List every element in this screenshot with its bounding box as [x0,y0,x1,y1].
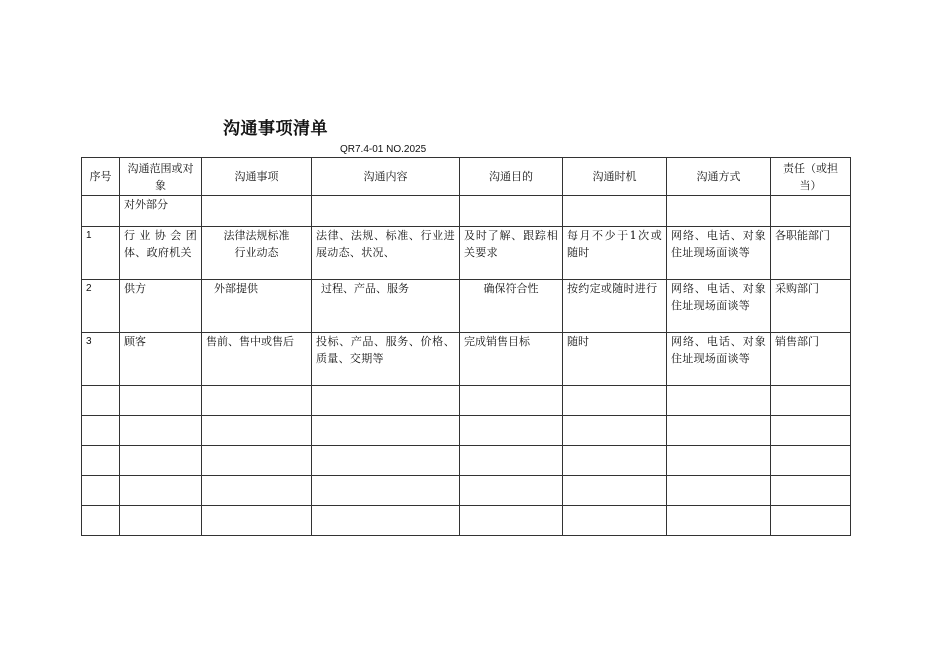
table-cell [771,196,851,227]
table-cell [667,416,771,446]
table-row [82,333,851,386]
row-item: 售前、售中或售后 [202,333,312,386]
row-content: 过程、产品、服务 [312,280,460,333]
table-cell [82,196,120,227]
table-cell [667,386,771,416]
row-number: 1 [82,227,120,280]
table-cell [120,506,202,536]
row-owner: 各职能部门 [771,227,851,280]
header-owner: 责任（或担当） [771,158,851,196]
row-purpose: 及时了解、跟踪相关要求 [460,227,563,280]
table-header-row [82,158,851,196]
table-cell [771,476,851,506]
table-cell [460,446,563,476]
table-cell [667,446,771,476]
table-cell [771,506,851,536]
row-timing: 按约定或随时进行 [563,280,667,333]
header-scope: 沟通范围或对象 [120,158,202,196]
table-cell [202,416,312,446]
table-cell [563,476,667,506]
row-method: 网络、电话、对象住址现场面谈等 [667,280,771,333]
empty-table-row [82,416,851,446]
table-cell [460,196,563,227]
table-cell [563,416,667,446]
table-cell [202,476,312,506]
table-cell [120,446,202,476]
header-method: 沟通方式 [667,158,771,196]
communication-table [81,157,851,536]
header-content: 沟通内容 [312,158,460,196]
header-item: 沟通事项 [202,158,312,196]
row-method: 网络、电话、对象住址现场面谈等 [667,333,771,386]
row-owner: 销售部门 [771,333,851,386]
table-cell [202,196,312,227]
row-number: 2 [82,280,120,333]
table-cell [460,476,563,506]
document-title: 沟通事项清单 [223,119,328,139]
empty-rows-group [82,386,851,536]
row-owner: 采购部门 [771,280,851,333]
document-code: QR7.4-01 NO.2025 [340,144,427,155]
table-cell [202,446,312,476]
table-cell [771,416,851,446]
table-cell [120,386,202,416]
row-purpose: 确保符合性 [460,280,563,333]
header-purpose: 沟通目的 [460,158,563,196]
row-scope: 顾客 [120,333,202,386]
table-cell [312,386,460,416]
table-cell [82,476,120,506]
row-timing: 随时 [563,333,667,386]
row-scope: 行业协会团体、政府机关 [120,227,202,280]
header-timing: 沟通时机 [563,158,667,196]
table-row [82,227,851,280]
table-cell [563,386,667,416]
table-cell [120,416,202,446]
table-cell [82,446,120,476]
table-cell [563,446,667,476]
table-cell [771,446,851,476]
empty-table-row [82,506,851,536]
empty-table-row [82,476,851,506]
table-cell [312,416,460,446]
table-cell [82,506,120,536]
table-cell [312,196,460,227]
table-cell [460,386,563,416]
table-cell [312,476,460,506]
table-cell [771,386,851,416]
table-cell [202,386,312,416]
row-content: 投标、产品、服务、价格、质量、交期等 [312,333,460,386]
table-cell [202,506,312,536]
table-cell [460,416,563,446]
table-cell [120,476,202,506]
table-cell [82,386,120,416]
section-label: 对外部分 [120,196,202,227]
empty-table-row [82,446,851,476]
row-content: 法律、法规、标准、行业进展动态、状况、 [312,227,460,280]
row-item: 法律法规标准行业动态 [202,227,312,280]
header-no: 序号 [82,158,120,196]
table-cell [563,196,667,227]
table-cell [312,506,460,536]
row-item: 外部提供 [202,280,312,333]
table-cell [460,506,563,536]
row-purpose: 完成销售目标 [460,333,563,386]
row-scope: 供方 [120,280,202,333]
section-row [82,196,851,227]
table-cell [667,476,771,506]
table-cell [563,506,667,536]
table-row [82,280,851,333]
table-cell [82,416,120,446]
table-cell [667,196,771,227]
table-cell [312,446,460,476]
row-number: 3 [82,333,120,386]
empty-table-row [82,386,851,416]
row-method: 网络、电话、对象住址现场面谈等 [667,227,771,280]
table-cell [667,506,771,536]
row-timing: 每月不少于1次或随时 [563,227,667,280]
